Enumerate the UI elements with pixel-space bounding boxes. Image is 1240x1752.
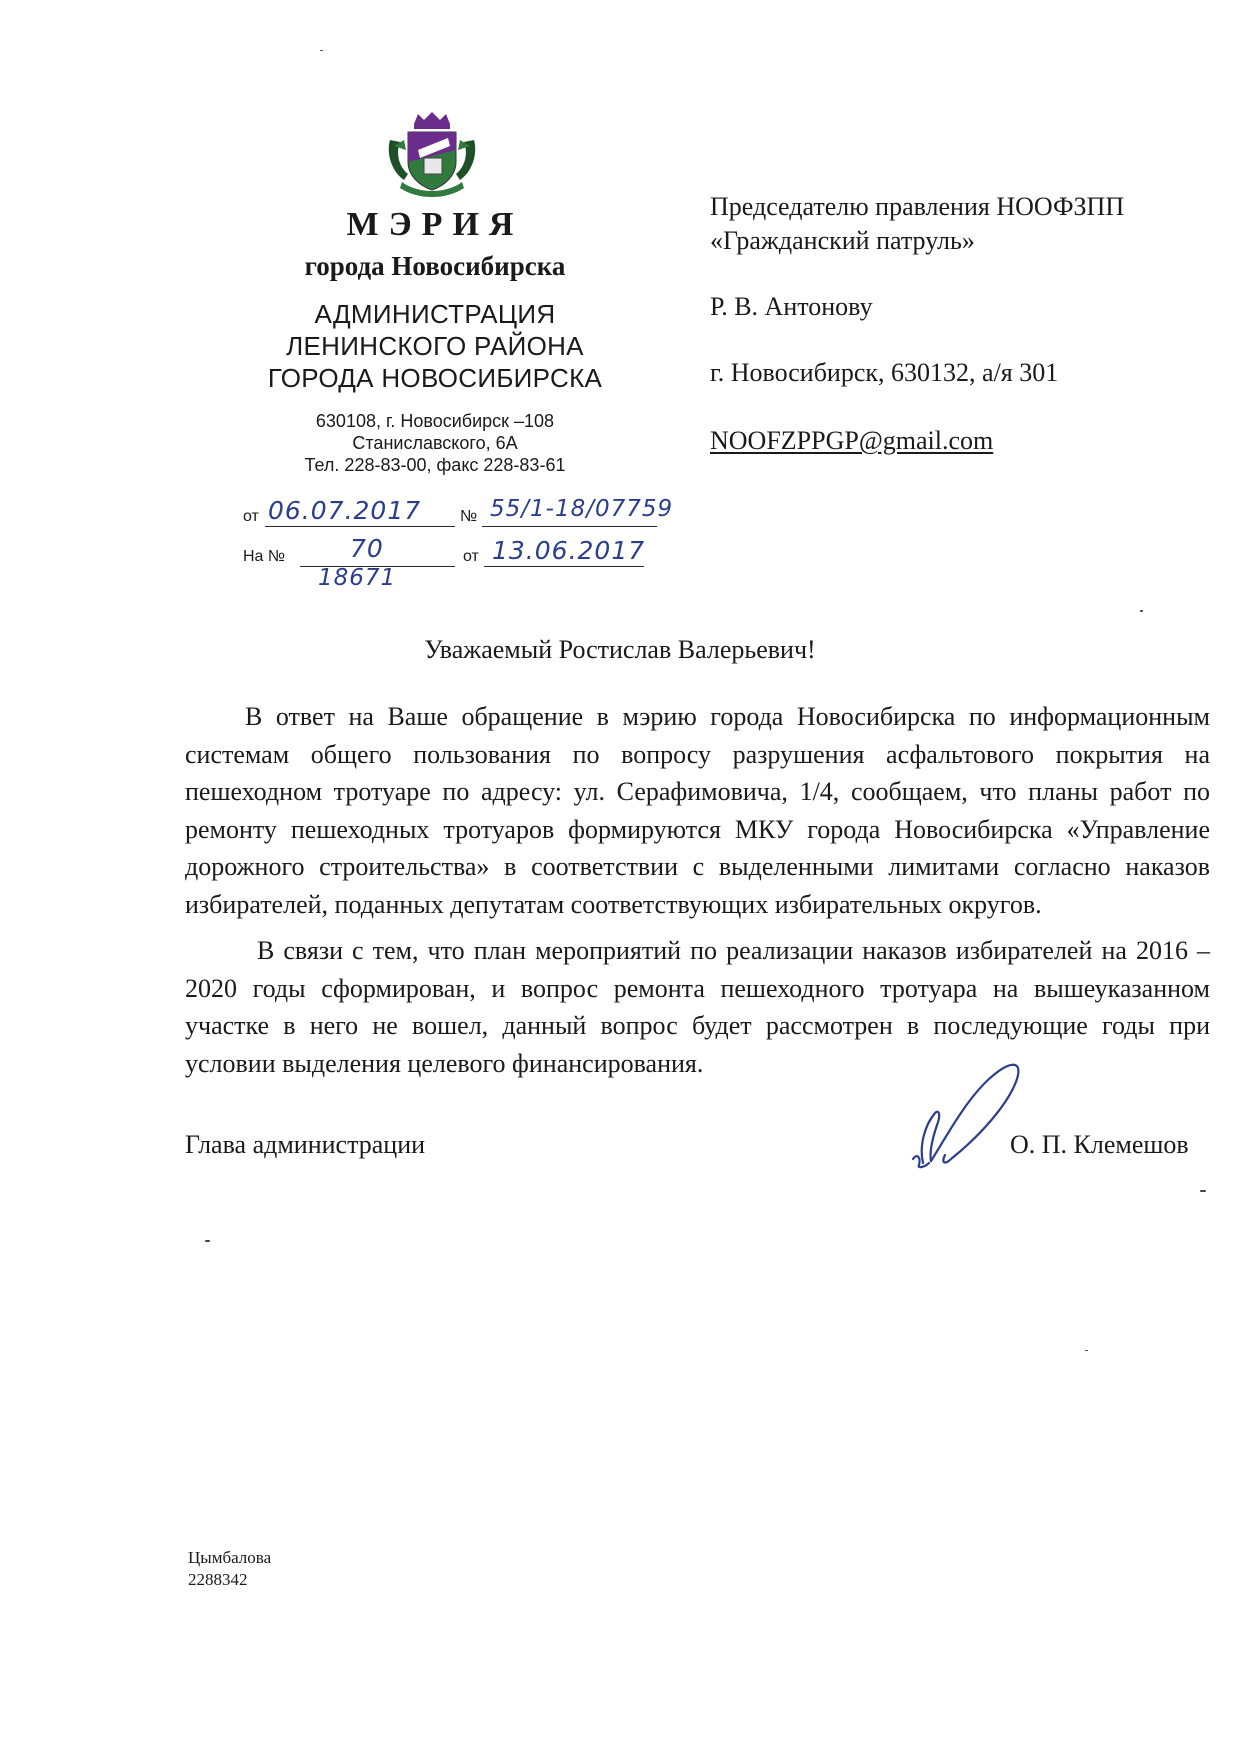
recipient-name: Р. В. Антонову xyxy=(710,292,873,321)
scan-speck xyxy=(1140,610,1143,612)
phone-fax-line: Тел. 228-83-00, факс 228-83-61 xyxy=(304,455,566,475)
scan-speck xyxy=(1085,1350,1088,1351)
administration-line-2: ЛЕНИНСКОГО РАЙОНА xyxy=(286,331,584,361)
recipient-email-link[interactable]: NOOFZPPGP@gmail.com xyxy=(710,426,994,455)
city-name: города Новосибирска xyxy=(304,251,566,281)
body-paragraph-1-text: В ответ на Ваше обращение в мэрию города Новосибирска по информационным системам общего пользования по вопросу разрушения асфальтового покрытия на пешеходном тротуаре по адресу: ул. Серафимовича, 1/4, сообщаем, что планы работ по ремонту пешеходных тротуаров формируются МКУ города Новосибирска «Управление дорожного строительства» в соответствии с выделенными лимитами согласно наказов избирателей, поданных депутатам соответствующих избирательных округов. xyxy=(185,702,1210,919)
mayor-office-title: МЭРИЯ xyxy=(346,206,524,243)
greeting: Уважаемый Ростислав Валерьевич! xyxy=(424,635,816,664)
reference-label: На № xyxy=(243,548,286,565)
number-label: № xyxy=(460,508,478,525)
recipient-address: г. Новосибирск, 630132, а/я 301 xyxy=(710,358,1059,387)
recipient-position: Председателю правления НООФЗПП xyxy=(710,192,1125,221)
scan-speck xyxy=(205,1240,210,1242)
reference-number-extra: 18671 xyxy=(318,565,397,591)
outgoing-date: 06.07.2017 xyxy=(268,496,422,525)
executor-name: Цымбалова xyxy=(188,1548,272,1567)
body-paragraph-2-text: В связи с тем, что план мероприятий по реализации наказов избирателей на 2016 – 2020 годы сформирован, и вопрос ремонта пешеходного тротуара на вышеуказанном участке в него не вошел, данный вопрос будет рассмотрен в последующие годы при условии выделения целевого финансирования. xyxy=(185,936,1210,1078)
from-label: от xyxy=(243,508,259,525)
reference-from-label: от xyxy=(463,548,479,565)
outgoing-number: 55/1-18/07759 xyxy=(490,496,674,522)
scan-speck xyxy=(320,50,323,51)
coat-of-arms-logo xyxy=(384,110,480,198)
signatory-title: Глава администрации xyxy=(185,1130,426,1159)
administration-line-3: ГОРОДА НОВОСИБИРСКА xyxy=(267,363,603,393)
reference-date: 13.06.2017 xyxy=(492,536,646,565)
signatory-name: О. П. Клемешов xyxy=(1010,1130,1189,1159)
body-paragraph-2 xyxy=(185,932,1210,1082)
body-paragraph-1 xyxy=(185,698,1210,923)
recipient-organization: «Гражданский патруль» xyxy=(710,226,975,255)
administration-line-1: АДМИНИСТРАЦИЯ xyxy=(314,299,556,329)
reference-number: 70 xyxy=(350,534,384,563)
scan-speck xyxy=(1200,1190,1206,1192)
address-line-2: Станиславского, 6А xyxy=(352,433,518,453)
address-line-1: 630108, г. Новосибирск –108 xyxy=(315,411,555,431)
executor-phone: 2288342 xyxy=(188,1570,248,1589)
